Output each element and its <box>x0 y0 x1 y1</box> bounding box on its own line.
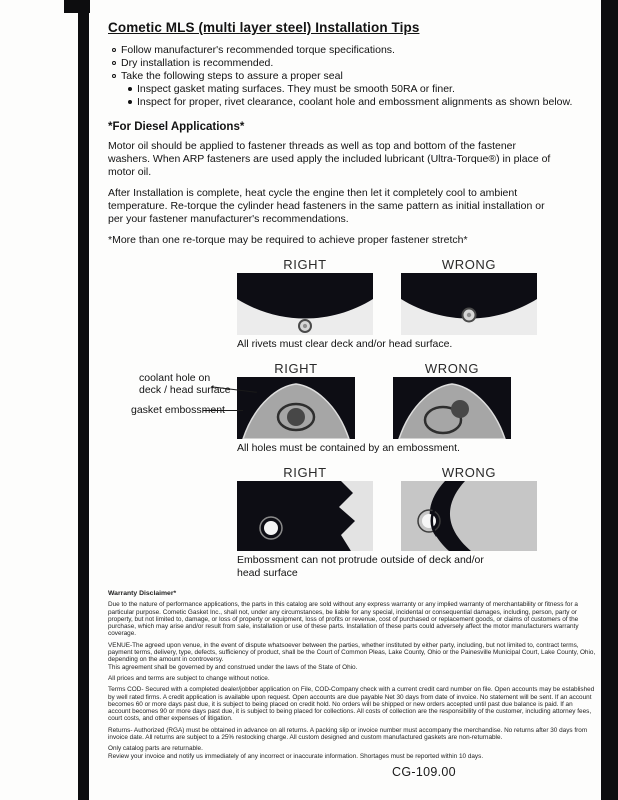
list-sub-item <box>128 96 596 109</box>
dot-bullet-icon <box>128 87 132 91</box>
diagram-caption: Embossment can not protrude outside of deck and/or head surface <box>237 554 484 579</box>
diagram-headers <box>237 361 596 377</box>
diagram-section <box>131 257 596 580</box>
wrong-label: WRONG <box>441 257 497 272</box>
rivet-wrong-diagram <box>401 273 537 335</box>
installation-tips-list <box>112 44 596 109</box>
right-label: RIGHT <box>274 361 318 376</box>
list-item <box>112 70 596 83</box>
list-item-text: Inspect for proper, rivet clearance, coolant hole and embossment alignments as shown below. <box>137 96 573 108</box>
page-code: CG-109.00 <box>392 764 456 779</box>
wrong-label: WRONG <box>441 465 497 480</box>
page-edge-right <box>601 0 618 800</box>
diagram-caption: All rivets must clear deck and/or head surface. <box>237 338 453 350</box>
prices-notice: All prices and terms are subject to change without notice. <box>108 674 270 682</box>
diagram-images <box>237 377 596 439</box>
circle-bullet-icon <box>112 48 116 52</box>
diagram-caption: All holes must be contained by an embossment. <box>237 442 460 454</box>
page-content <box>108 20 596 779</box>
gasket-embossment-callout: gasket embossment <box>131 404 225 416</box>
diagram-row-rivets <box>237 257 596 351</box>
callout-line-1: coolant hole on <box>139 372 211 384</box>
diesel-paragraph: *More than one re-torque may be required to achieve proper fastener stretch* <box>108 234 468 246</box>
callout-leader-line <box>203 410 243 411</box>
hole-right-diagram <box>237 377 355 439</box>
diagram-headers <box>237 465 596 481</box>
list-item-text: Dry installation is recommended. <box>121 57 274 69</box>
diesel-applications-heading: *For Diesel Applications* <box>108 121 245 133</box>
governing-law-clause: This agreement shall be governed by and construed under the laws of the State of Ohio. <box>108 663 358 671</box>
terms-clause: Terms COD- Secured with a completed dealer/jobber application on File, COD-Company check with a current credit card number on file. Open accounts may be established by well rated firms. A credit application is available upon request. Open accounts are due payable Net 30 days from date of invoice. No statement will be sent. If an account becomes 60 or more days past due, it is subject to being placed on credit hold. No orders will be shipped or new orders accepted until past due balance is paid. If an account becomes 90 or more days past due, it is subject to being placed for collections. All costs of collection are the responsibility of the customer, including attorney fees, court costs, and other expenses of litigation. <box>108 686 595 723</box>
diagram-headers <box>237 257 596 273</box>
callout-line-2: deck / head surface <box>139 383 231 396</box>
list-item-text: Follow manufacturer's recommended torque specifications. <box>121 44 395 56</box>
diesel-paragraph: After Installation is complete, heat cycle the engine then let it completely cool to ambient temperature. Re-torque the cylinder head fasteners in the same pattern as initial installation or per your fastener manufacturer's recommendations. <box>108 187 545 225</box>
rivet-right-diagram <box>237 273 373 335</box>
list-item <box>112 44 596 57</box>
page-title: Cometic MLS (multi layer steel) Installation Tips <box>108 20 420 35</box>
diagram-images <box>237 273 596 335</box>
list-sub-item <box>128 83 596 96</box>
diesel-paragraph: Motor oil should be applied to fastener threads as well as top and bottom of the fastener washers. When ARP fasteners are used apply the included lubricant (Ultra-Torque®) in place of motor oil. <box>108 140 551 178</box>
circle-bullet-icon <box>112 61 116 65</box>
diagram-images <box>237 481 596 551</box>
right-label: RIGHT <box>283 465 327 480</box>
dot-bullet-icon <box>128 100 132 104</box>
warranty-disclaimer-title: Warranty Disclaimer* <box>108 590 177 597</box>
hole-wrong-diagram <box>393 377 511 439</box>
diagram-row-holes <box>131 361 596 455</box>
protrusion-right-diagram <box>237 481 373 551</box>
venue-clause: VENUE-The agreed upon venue, in the event of dispute whatsoever between the parties, whether instituted by either party, including, but not limited to, contract terms, payment terms, delivery, type, defects, sufficiency of product, shall be the Court of Common Pleas, Lake County, Ohio or the Painesville Municipal Court, Lake County, Ohio, depending on the amount in controversy. <box>108 641 596 664</box>
legal-section <box>108 590 596 760</box>
page-edge-left <box>78 0 89 800</box>
right-label: RIGHT <box>283 257 327 272</box>
list-item-text: Take the following steps to assure a proper seal <box>121 70 343 82</box>
protrusion-wrong-diagram <box>401 481 537 551</box>
returnable-note: Only catalog parts are returnable. <box>108 745 203 753</box>
diagram-row-protrusion <box>237 465 596 580</box>
wrong-label: WRONG <box>424 361 480 376</box>
warranty-disclaimer-text: Due to the nature of performance applications, the parts in this catalog are sold without any express warranty or any implied warranty of merchantability or fitness for a particular purpose. Cometic Gasket Inc., shall not, under any circumstances, be liable for any special, incidental or consequential damages, including, person, party or property, but not limited to, damage, or loss of property or equipment, loss of profits or revenue, cost of purchased or replacement goods, or claims of customers of the purchase, which may arise and/or result from sale, installation or use of these parts. Installation of these parts could adversely affect the motor manufacturers warranty coverage. <box>108 601 579 638</box>
list-item <box>112 57 596 70</box>
scan-corner-mark <box>64 0 90 13</box>
review-invoice-note: Review your invoice and notify us immediately of any incorrect or inaccurate information. Shortages must be reported within 10 days. <box>108 752 484 760</box>
returns-clause: Returns- Authorized (RGA) must be obtained in advance on all returns. A packing slip or invoice number must accompany the merchandise. No returns after 30 days from invoice date. All returns are subject to a 25% restocking charge. All custom designed and custom manufactured gaskets are non-returnable. <box>108 726 588 742</box>
circle-bullet-icon <box>112 74 116 78</box>
list-item-text: Inspect gasket mating surfaces. They must be smooth 50RA or finer. <box>137 83 455 95</box>
coolant-hole-callout <box>139 373 231 396</box>
